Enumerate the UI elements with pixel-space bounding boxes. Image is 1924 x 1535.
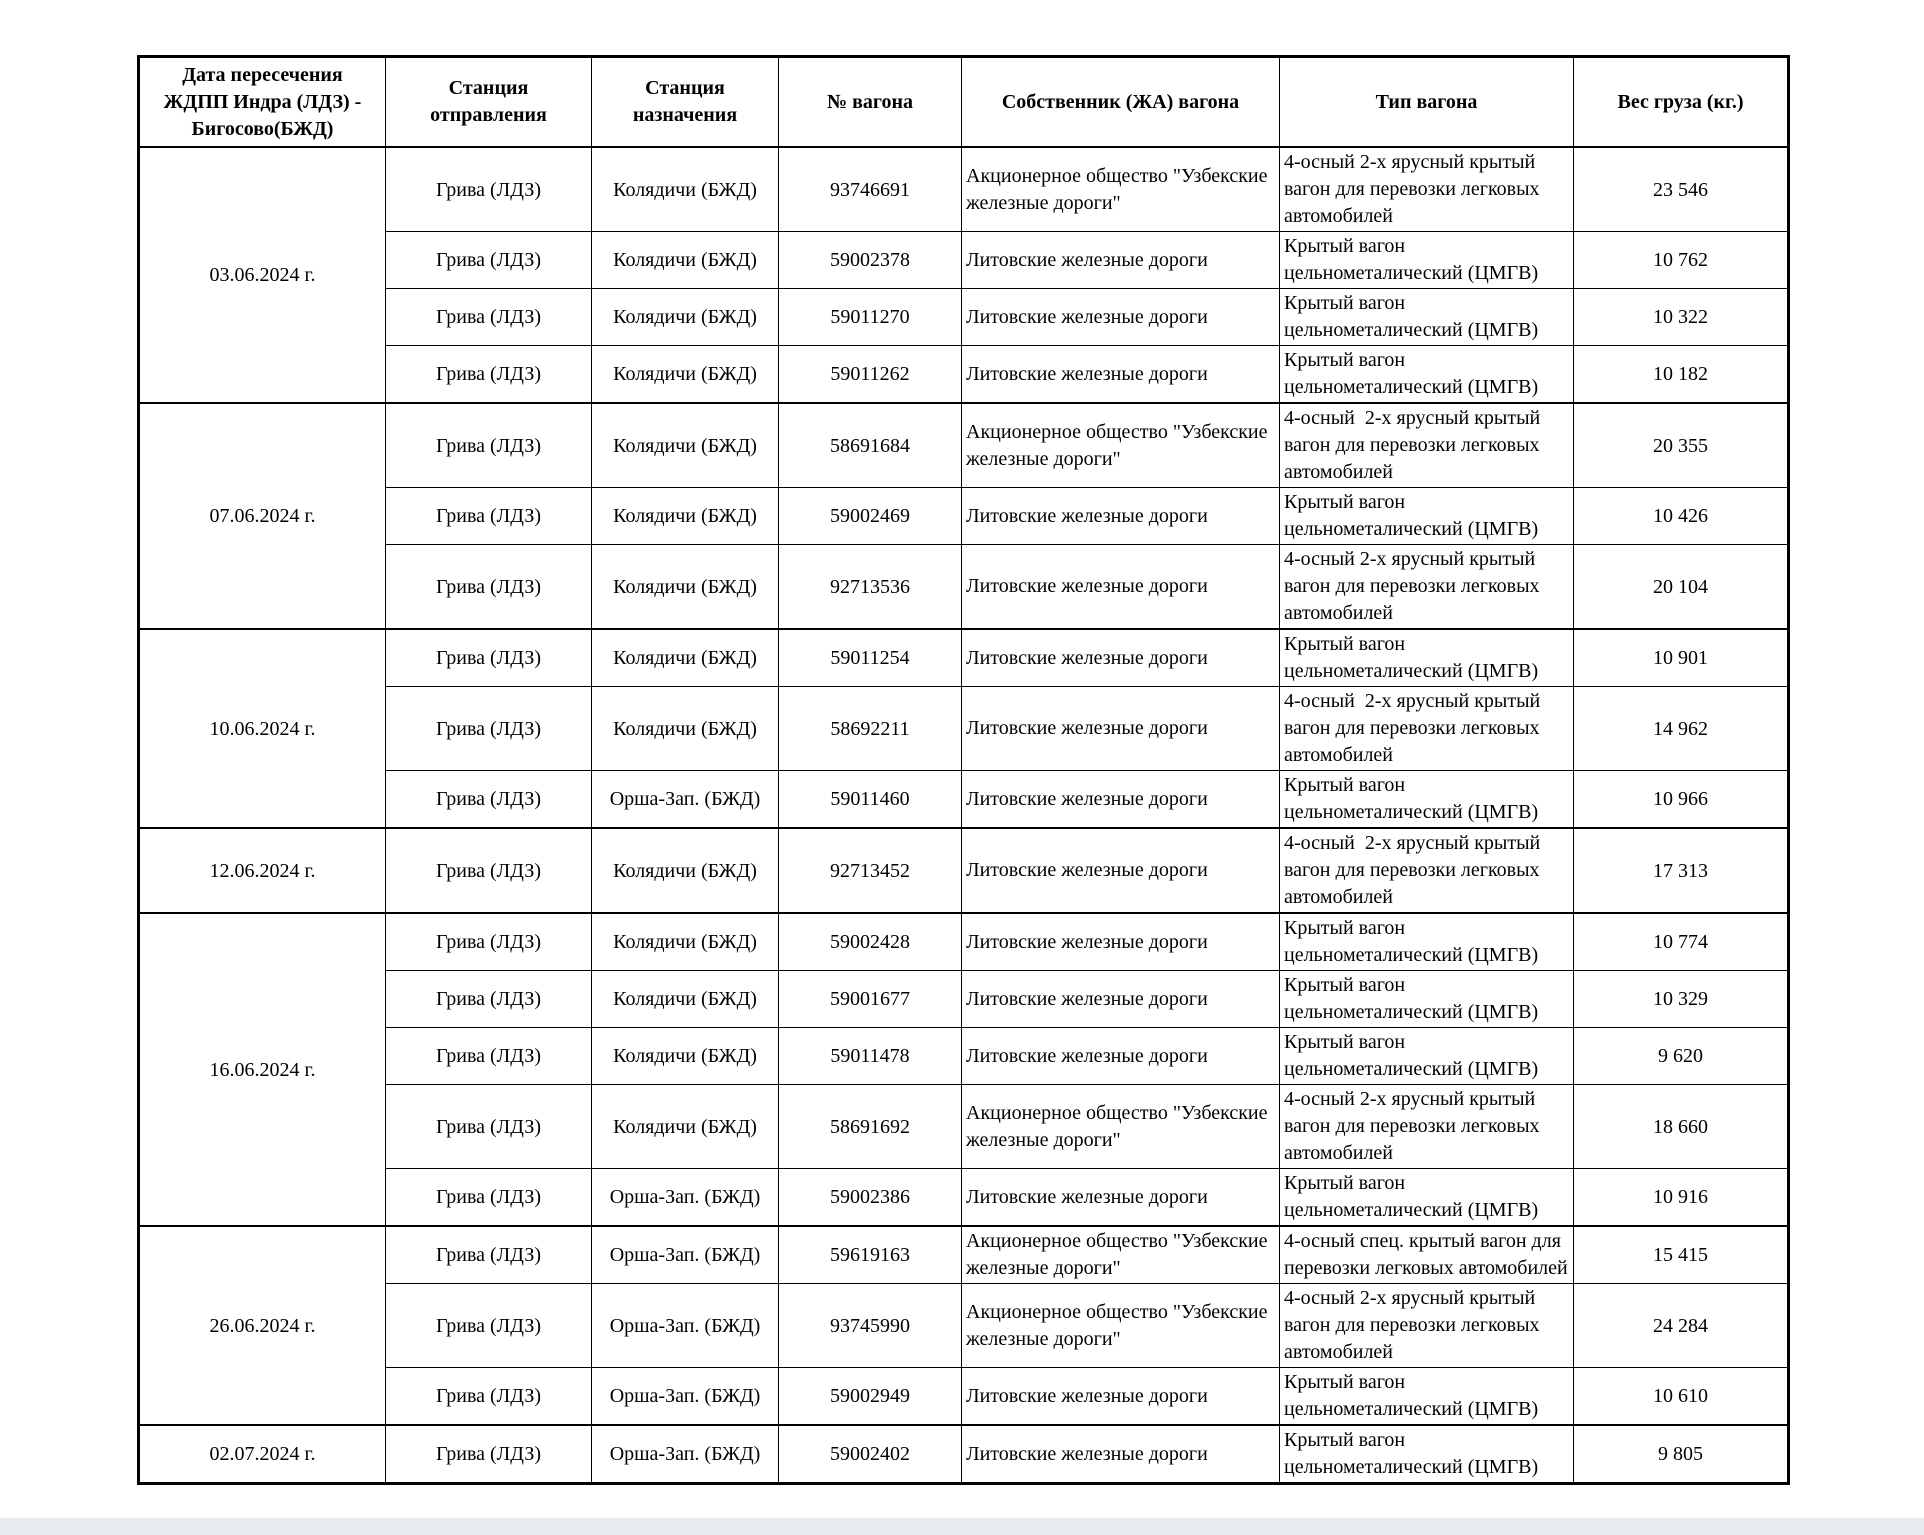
- weight-cell: 14 962: [1574, 687, 1789, 771]
- owner-cell: Литовские железные дороги: [962, 1169, 1280, 1227]
- weight-cell: 10 966: [1574, 771, 1789, 829]
- destination-cell: Орша-Зап. (БЖД): [592, 1226, 779, 1284]
- wagon-type-cell: Крытый вагон цельнометалический (ЦМГВ): [1280, 289, 1574, 346]
- wagon-no-cell: 59002428: [779, 913, 962, 971]
- weight-cell: 10 426: [1574, 488, 1789, 545]
- departure-cell: Грива (ЛДЗ): [386, 1169, 592, 1227]
- destination-cell: Орша-Зап. (БЖД): [592, 1284, 779, 1368]
- wagon-type-cell: 4-осный 2-х ярусный крытый вагон для перевозки легковых автомобилей: [1280, 1085, 1574, 1169]
- wagon-no-cell: 92713452: [779, 828, 962, 913]
- destination-cell: Колядичи (БЖД): [592, 346, 779, 404]
- wagon-type-cell: Крытый вагон цельнометалический (ЦМГВ): [1280, 1368, 1574, 1426]
- date-cell: 26.06.2024 г.: [139, 1226, 386, 1425]
- destination-cell: Орша-Зап. (БЖД): [592, 1169, 779, 1227]
- departure-cell: Грива (ЛДЗ): [386, 403, 592, 488]
- weight-cell: 24 284: [1574, 1284, 1789, 1368]
- weight-cell: 10 762: [1574, 232, 1789, 289]
- departure-cell: Грива (ЛДЗ): [386, 1284, 592, 1368]
- weight-cell: 20 104: [1574, 545, 1789, 630]
- owner-cell: Литовские железные дороги: [962, 687, 1280, 771]
- table-row: [139, 913, 1789, 971]
- date-cell: 12.06.2024 г.: [139, 828, 386, 913]
- departure-cell: Грива (ЛДЗ): [386, 971, 592, 1028]
- destination-cell: Орша-Зап. (БЖД): [592, 1368, 779, 1426]
- owner-cell: Литовские железные дороги: [962, 289, 1280, 346]
- wagon-type-cell: 4-осный 2-х ярусный крытый вагон для перевозки легковых автомобилей: [1280, 1284, 1574, 1368]
- wagon-no-cell: 59619163: [779, 1226, 962, 1284]
- weight-cell: 18 660: [1574, 1085, 1789, 1169]
- weight-cell: 10 182: [1574, 346, 1789, 404]
- wagon-type-cell: 4-осный 2-х ярусный крытый вагон для перевозки легковых автомобилей: [1280, 545, 1574, 630]
- wagon-no-cell: 58691684: [779, 403, 962, 488]
- departure-cell: Грива (ЛДЗ): [386, 1226, 592, 1284]
- destination-cell: Колядичи (БЖД): [592, 545, 779, 630]
- destination-cell: Орша-Зап. (БЖД): [592, 1425, 779, 1484]
- wagon-no-cell: 58692211: [779, 687, 962, 771]
- table-row: [139, 1226, 1789, 1284]
- table-body: [139, 147, 1789, 1484]
- weight-cell: 9 620: [1574, 1028, 1789, 1085]
- wagon-no-cell: 59011270: [779, 289, 962, 346]
- owner-cell: Литовские железные дороги: [962, 488, 1280, 545]
- departure-cell: Грива (ЛДЗ): [386, 232, 592, 289]
- header-row: [139, 57, 1789, 148]
- table-row: [139, 488, 1789, 545]
- weight-cell: 10 322: [1574, 289, 1789, 346]
- wagon-type-cell: Крытый вагон цельнометалический (ЦМГВ): [1280, 232, 1574, 289]
- wagon-type-cell: 4-осный 2-х ярусный крытый вагон для перевозки легковых автомобилей: [1280, 828, 1574, 913]
- wagon-no-cell: 59002402: [779, 1425, 962, 1484]
- departure-cell: Грива (ЛДЗ): [386, 687, 592, 771]
- wagon-type-cell: 4-осный спец. крытый вагон для перевозки легковых автомобилей: [1280, 1226, 1574, 1284]
- owner-cell: Акционерное общество "Узбекские железные дороги": [962, 1085, 1280, 1169]
- wagon-type-cell: Крытый вагон цельнометалический (ЦМГВ): [1280, 629, 1574, 687]
- owner-cell: Акционерное общество "Узбекские железные дороги": [962, 403, 1280, 488]
- weight-cell: 15 415: [1574, 1226, 1789, 1284]
- header-cell-3: № вагона: [779, 57, 962, 148]
- destination-cell: Колядичи (БЖД): [592, 403, 779, 488]
- date-cell: 03.06.2024 г.: [139, 147, 386, 403]
- table-row: [139, 1169, 1789, 1227]
- wagon-type-cell: Крытый вагон цельнометалический (ЦМГВ): [1280, 971, 1574, 1028]
- weight-cell: 23 546: [1574, 147, 1789, 232]
- departure-cell: Грива (ЛДЗ): [386, 1368, 592, 1426]
- departure-cell: Грива (ЛДЗ): [386, 1085, 592, 1169]
- header-cell-0: Дата пересечения ЖДПП Индра (ЛДЗ) - Бигосово(БЖД): [139, 57, 386, 148]
- table-row: [139, 1028, 1789, 1085]
- table-row: [139, 1284, 1789, 1368]
- table-row: [139, 289, 1789, 346]
- wagon-type-cell: Крытый вагон цельнометалический (ЦМГВ): [1280, 1169, 1574, 1227]
- table-header: [139, 57, 1789, 148]
- destination-cell: Колядичи (БЖД): [592, 1085, 779, 1169]
- wagon-no-cell: 59002949: [779, 1368, 962, 1426]
- wagon-type-cell: 4-осный 2-х ярусный крытый вагон для перевозки легковых автомобилей: [1280, 403, 1574, 488]
- date-cell: 10.06.2024 г.: [139, 629, 386, 828]
- weight-cell: 10 901: [1574, 629, 1789, 687]
- owner-cell: Литовские железные дороги: [962, 1368, 1280, 1426]
- destination-cell: Колядичи (БЖД): [592, 687, 779, 771]
- wagon-crossings-table: [137, 55, 1790, 1485]
- table-row: [139, 1368, 1789, 1426]
- wagon-no-cell: 59002469: [779, 488, 962, 545]
- owner-cell: Литовские железные дороги: [962, 232, 1280, 289]
- owner-cell: Акционерное общество "Узбекские железные дороги": [962, 1284, 1280, 1368]
- wagon-no-cell: 59011262: [779, 346, 962, 404]
- owner-cell: Литовские железные дороги: [962, 346, 1280, 404]
- table-row: [139, 232, 1789, 289]
- owner-cell: Литовские железные дороги: [962, 771, 1280, 829]
- date-cell: 02.07.2024 г.: [139, 1425, 386, 1484]
- weight-cell: 20 355: [1574, 403, 1789, 488]
- wagon-no-cell: 93745990: [779, 1284, 962, 1368]
- wagon-no-cell: 92713536: [779, 545, 962, 630]
- destination-cell: Колядичи (БЖД): [592, 629, 779, 687]
- table-row: [139, 1425, 1789, 1484]
- destination-cell: Колядичи (БЖД): [592, 289, 779, 346]
- document-page: [137, 55, 1790, 1485]
- owner-cell: Литовские железные дороги: [962, 1425, 1280, 1484]
- owner-cell: Литовские железные дороги: [962, 629, 1280, 687]
- header-cell-1: Станция отправления: [386, 57, 592, 148]
- weight-cell: 10 774: [1574, 913, 1789, 971]
- header-cell-4: Собственник (ЖА) вагона: [962, 57, 1280, 148]
- departure-cell: Грива (ЛДЗ): [386, 147, 592, 232]
- date-cell: 07.06.2024 г.: [139, 403, 386, 629]
- wagon-no-cell: 59002378: [779, 232, 962, 289]
- wagon-type-cell: 4-осный 2-х ярусный крытый вагон для перевозки легковых автомобилей: [1280, 687, 1574, 771]
- destination-cell: Колядичи (БЖД): [592, 1028, 779, 1085]
- table-row: [139, 629, 1789, 687]
- wagon-no-cell: 59011254: [779, 629, 962, 687]
- departure-cell: Грива (ЛДЗ): [386, 545, 592, 630]
- wagon-type-cell: Крытый вагон цельнометалический (ЦМГВ): [1280, 488, 1574, 545]
- wagon-type-cell: 4-осный 2-х ярусный крытый вагон для перевозки легковых автомобилей: [1280, 147, 1574, 232]
- wagon-no-cell: 59011478: [779, 1028, 962, 1085]
- weight-cell: 10 610: [1574, 1368, 1789, 1426]
- departure-cell: Грива (ЛДЗ): [386, 771, 592, 829]
- destination-cell: Орша-Зап. (БЖД): [592, 771, 779, 829]
- table-row: [139, 687, 1789, 771]
- wagon-no-cell: 59011460: [779, 771, 962, 829]
- owner-cell: Литовские железные дороги: [962, 828, 1280, 913]
- table-row: [139, 771, 1789, 829]
- weight-cell: 10 916: [1574, 1169, 1789, 1227]
- departure-cell: Грива (ЛДЗ): [386, 346, 592, 404]
- table-row: [139, 403, 1789, 488]
- destination-cell: Колядичи (БЖД): [592, 971, 779, 1028]
- wagon-no-cell: 59001677: [779, 971, 962, 1028]
- departure-cell: Грива (ЛДЗ): [386, 629, 592, 687]
- owner-cell: Литовские железные дороги: [962, 913, 1280, 971]
- owner-cell: Акционерное общество "Узбекские железные дороги": [962, 147, 1280, 232]
- table-row: [139, 1085, 1789, 1169]
- wagon-type-cell: Крытый вагон цельнометалический (ЦМГВ): [1280, 913, 1574, 971]
- date-cell: 16.06.2024 г.: [139, 913, 386, 1226]
- departure-cell: Грива (ЛДЗ): [386, 289, 592, 346]
- owner-cell: Литовские железные дороги: [962, 545, 1280, 630]
- destination-cell: Колядичи (БЖД): [592, 232, 779, 289]
- table-row: [139, 346, 1789, 404]
- destination-cell: Колядичи (БЖД): [592, 488, 779, 545]
- wagon-no-cell: 58691692: [779, 1085, 962, 1169]
- destination-cell: Колядичи (БЖД): [592, 828, 779, 913]
- weight-cell: 17 313: [1574, 828, 1789, 913]
- window-edge-bar: [0, 1518, 1924, 1535]
- header-cell-2: Станция назначения: [592, 57, 779, 148]
- departure-cell: Грива (ЛДЗ): [386, 913, 592, 971]
- table-row: [139, 147, 1789, 232]
- table-row: [139, 971, 1789, 1028]
- departure-cell: Грива (ЛДЗ): [386, 828, 592, 913]
- wagon-type-cell: Крытый вагон цельнометалический (ЦМГВ): [1280, 1028, 1574, 1085]
- weight-cell: 9 805: [1574, 1425, 1789, 1484]
- destination-cell: Колядичи (БЖД): [592, 913, 779, 971]
- departure-cell: Грива (ЛДЗ): [386, 488, 592, 545]
- departure-cell: Грива (ЛДЗ): [386, 1028, 592, 1085]
- table-row: [139, 828, 1789, 913]
- destination-cell: Колядичи (БЖД): [592, 147, 779, 232]
- wagon-type-cell: Крытый вагон цельнометалический (ЦМГВ): [1280, 771, 1574, 829]
- header-cell-5: Тип вагона: [1280, 57, 1574, 148]
- owner-cell: Литовские железные дороги: [962, 971, 1280, 1028]
- departure-cell: Грива (ЛДЗ): [386, 1425, 592, 1484]
- owner-cell: Акционерное общество "Узбекские железные дороги": [962, 1226, 1280, 1284]
- weight-cell: 10 329: [1574, 971, 1789, 1028]
- owner-cell: Литовские железные дороги: [962, 1028, 1280, 1085]
- wagon-no-cell: 59002386: [779, 1169, 962, 1227]
- wagon-type-cell: Крытый вагон цельнометалический (ЦМГВ): [1280, 346, 1574, 404]
- header-cell-6: Вес груза (кг.): [1574, 57, 1789, 148]
- wagon-no-cell: 93746691: [779, 147, 962, 232]
- wagon-type-cell: Крытый вагон цельнометалический (ЦМГВ): [1280, 1425, 1574, 1484]
- table-row: [139, 545, 1789, 630]
